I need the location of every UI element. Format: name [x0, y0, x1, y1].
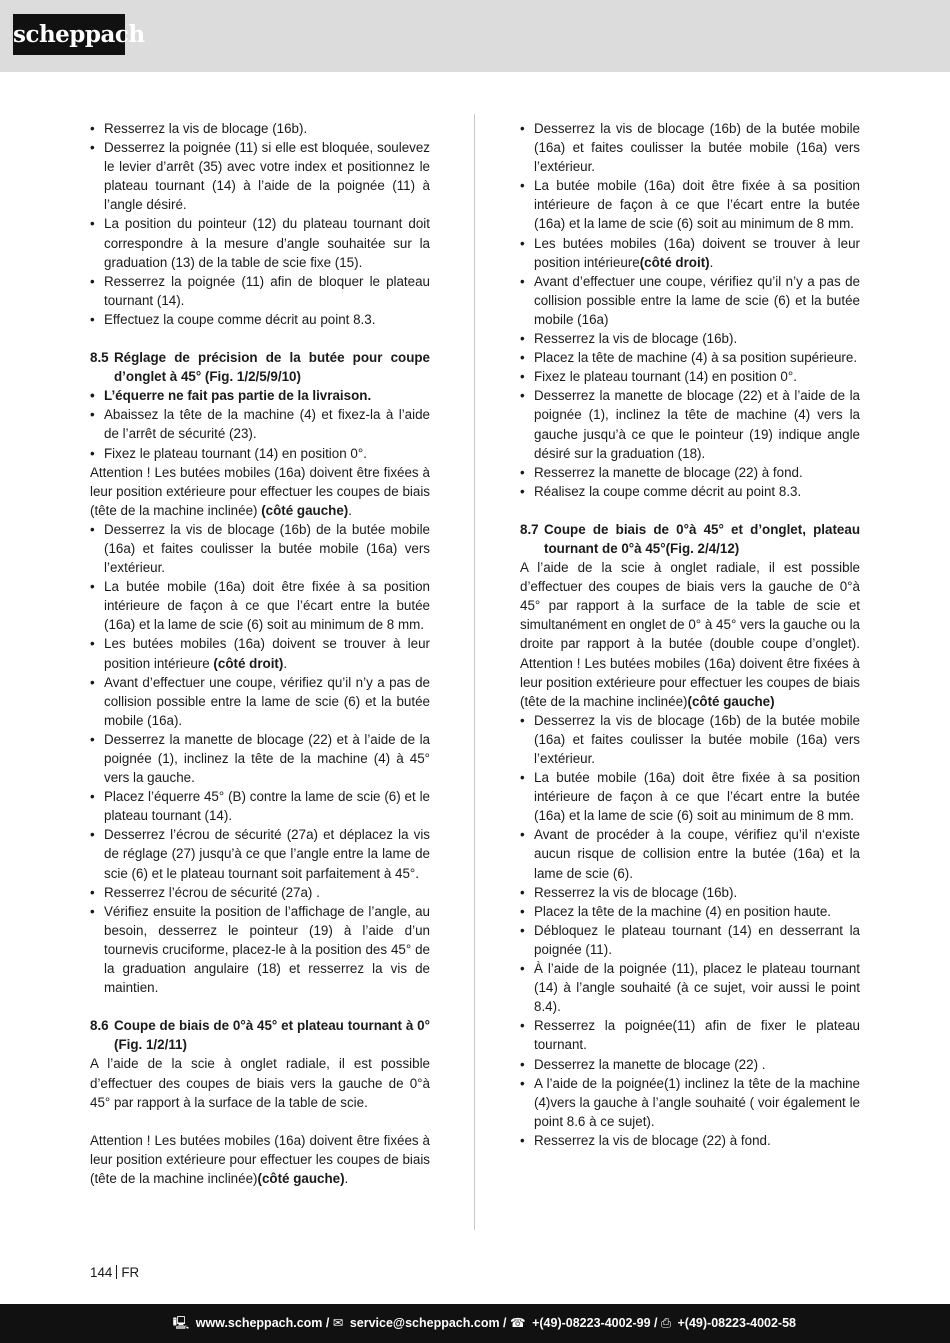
phone-icon: ☎ — [510, 1316, 526, 1330]
list-item: • Vérifiez ensuite la position de l’affichage de l’angle, au besoin, desserrez le pointeur (19) à l’aide d’un tournevis cruciforme, placez-le à la position des 45° de la graduation angulaire (18) et resserrez la vis de maintien. — [90, 902, 430, 997]
list-item: • Débloquez le plateau tournant (14) en desserrant la poignée (11). — [520, 921, 860, 959]
paragraph: Attention ! Les butées mobiles (16a) doivent être fixées à leur position extérieure pour effectuer les coupes de biais (tête de la machine inclinée) (côté gauche). — [90, 464, 430, 518]
list-item: • Avant d’effectuer une coupe, vérifiez qu’il n’y a pas de collision possible entre la lame de scie (6) et la butée mobile (16a) — [520, 272, 860, 329]
computer-icon: 🖳 — [172, 1316, 190, 1330]
paragraph: A l’aide de la scie à onglet radiale, il est possible d’effectuer des coupes de biais vers la gauche de 0°à 45° par rapport à la surface de la table de scie. — [90, 1056, 430, 1110]
section-heading-8-5: 8.5 Réglage de précision de la butée pour coupe d’onglet à 45° (Fig. 1/2/5/9/10) — [90, 350, 430, 385]
list-item: • Placez l’équerre 45° (B) contre la lame de scie (6) et le plateau tournant (14). — [90, 787, 430, 825]
list-item: • Avant d’effectuer une coupe, vérifiez qu’il n’y a pas de collision possible entre la lame de scie (6) et la butée mobile (16a). — [90, 673, 430, 730]
page-number: 144 FR — [90, 1265, 140, 1280]
list-item: • Resserrez la vis de blocage (16b). — [520, 883, 860, 902]
list-item: • Resserrez la poignée(11) afin de fixer le plateau tournant. — [520, 1016, 860, 1054]
list-item: • Desserrez la vis de blocage (16b) de la butée mobile (16a) et faites coulisser la butée mobile (16a) vers l’extérieur. — [90, 520, 430, 577]
page-footer — [0, 1304, 950, 1343]
list-item: • Fixez le plateau tournant (14) en position 0°. — [520, 367, 860, 386]
list-item: • Resserrez la poignée (11) afin de bloquer le plateau tournant (14). — [90, 272, 430, 310]
list-item: • Desserrez l’écrou de sécurité (27a) et déplacez la vis de réglage (27) jusqu’à ce que l’angle entre la lame de scie (6) et le plateau tournant soit parfaitement à 45°. — [90, 825, 430, 882]
list-item: • Réalisez la coupe comme décrit au point 8.3. — [520, 482, 860, 501]
paragraph: A l’aide de la scie à onglet radiale, il est possible d’effectuer des coupes de biais vers la gauche de 0°à 45° par rapport à la surface de la table de scie et simultanément en onglet de 0° à 45° vers la gauche ou la droite par rapport à la butée (double coupe d’onglet). Attention ! Les butées mobiles (16a) doivent être fixées à leur position extérieure pour effectuer les coupes de biais (tête de la machine inclinée)(côté gauche) — [520, 560, 860, 709]
mail-icon: ✉ — [332, 1316, 344, 1330]
list-item: • Resserrez la vis de blocage (22) à fond. — [520, 1131, 860, 1150]
list-item: • La butée mobile (16a) doit être fixée à sa position intérieure de façon à ce que l’écart entre la butée (16a) et la lame de scie (6) soit au minimum de 8 mm. — [520, 768, 860, 825]
list-item: • La butée mobile (16a) doit être fixée à sa position intérieure de façon à ce que l’écart entre la butée (16a) et la lame de scie (6) soit au minimum de 8 mm. — [520, 176, 860, 233]
list-item: • Les butées mobiles (16a) doivent se trouver à leur position intérieure(côté droit). — [520, 234, 860, 272]
list-item: • Resserrez la vis de blocage (16b). — [520, 329, 860, 348]
list-item: • Placez la tête de machine (4) à sa position supérieure. — [520, 348, 860, 367]
list-item: • Resserrez l’écrou de sécurité (27a) . — [90, 883, 430, 902]
column-divider — [474, 114, 475, 1230]
list-item: • Abaissez la tête de la machine (4) et fixez-la à l’aide de l’arrêt de sécurité (23). — [90, 405, 430, 443]
list-item: • Desserrez la vis de blocage (16b) de la butée mobile (16a) et faites coulisser la butée mobile (16a) vers l’extérieur. — [520, 119, 860, 176]
list-item: • Desserrez la manette de blocage (22) et à l’aide de la poignée (1), inclinez la tête de machine (4) vers la gauche jusqu’à ce que le pointeur (19) indique angle désiré sur la graduation (18). — [520, 386, 860, 462]
scheppach-logo: scheppach — [13, 14, 125, 55]
fax-icon: ⎙ — [661, 1316, 672, 1330]
list-item: • Fixez le plateau tournant (14) en position 0°. — [90, 444, 430, 463]
list-item: • Resserrez la manette de blocage (22) à fond. — [520, 463, 860, 482]
paragraph: Attention ! Les butées mobiles (16a) doivent être fixées à leur position extérieure pour effectuer les coupes de biais (tête de la machine inclinée)(côté gauche). — [90, 1132, 430, 1186]
section-heading-8-6: 8.6 Coupe de biais de 0°à 45° et plateau tournant à 0° (Fig. 1/2/11) — [90, 1018, 430, 1053]
fax-number: +(49)-08223-4002-58 — [677, 1316, 796, 1330]
section-heading-8-7: 8.7 Coupe de biais de 0°à 45° et d’onglet, plateau tournant de 0°à 45°(Fig. 2/4/12) — [520, 521, 860, 556]
list-item: • Desserrez la vis de blocage (16b) de la butée mobile (16a) et faites coulisser la butée mobile (16a) vers l’extérieur. — [520, 711, 860, 768]
list-item: • À l’aide de la poignée (11), placez le plateau tournant (14) à l’angle souhaité (à ce sujet, voir aussi le point 8.4). — [520, 959, 860, 1016]
list-item: • Desserrez la poignée (11) si elle est bloquée, soulevez le levier d’arrêt (35) avec votre index et positionnez le plateau tournant (14) à l’aide de la poignée (11) à l’angle désiré. — [90, 138, 430, 214]
list-item: • Les butées mobiles (16a) doivent se trouver à leur position intérieure (côté droit). — [90, 634, 430, 672]
list-item: • Desserrez la manette de blocage (22) . — [520, 1055, 860, 1074]
right-column — [520, 119, 860, 1150]
list-item: • La butée mobile (16a) doit être fixée à sa position intérieure de façon à ce que l’écart entre la butée (16a) et la lame de scie (6) soit au minimum de 8 mm. — [90, 577, 430, 634]
list-item: • A l’aide de la poignée(1) inclinez la tête de la machine (4)vers la gauche à l’angle souhaité ( voir également le point 8.6 à ce sujet). — [520, 1074, 860, 1131]
list-item: • Resserrez la vis de blocage (16b). — [90, 119, 430, 138]
left-column — [90, 119, 430, 1188]
list-item: • L’équerre ne fait pas partie de la livraison. — [90, 386, 430, 405]
list-item: • Desserrez la manette de blocage (22) et à l’aide de la poignée (1), inclinez la tête de la machine (4) à 45° vers la gauche. — [90, 730, 430, 787]
email-link[interactable]: service@scheppach.com / — [349, 1316, 507, 1330]
list-item: • Avant de procéder à la coupe, vérifiez qu’il n‘existe aucun risque de collision entre la butée (16a) et la lame de scie (6). — [520, 825, 860, 882]
page-header — [0, 0, 950, 72]
phone-number: +(49)-08223-4002-99 / — [532, 1316, 658, 1330]
list-item: • Placez la tête de la machine (4) en position haute. — [520, 902, 860, 921]
list-item: • La position du pointeur (12) du plateau tournant doit correspondre à la mesure d’angle souhaitée sur la graduation (13) de la table de scie fixe (15). — [90, 214, 430, 271]
list-item: • Effectuez la coupe comme décrit au point 8.3. — [90, 310, 430, 329]
website-link[interactable]: www.scheppach.com / — [195, 1316, 330, 1330]
